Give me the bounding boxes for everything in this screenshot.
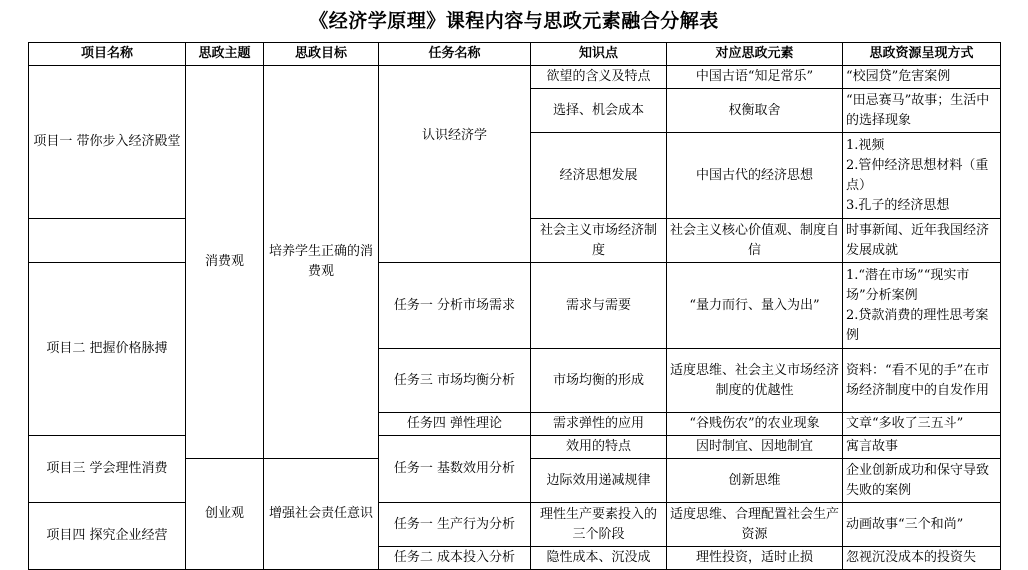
element-cell: 适度思维、合理配置社会生产资源 xyxy=(667,503,843,547)
resource-line: 文章“多收了三五斗” xyxy=(846,416,964,431)
header-cell: 思政目标 xyxy=(264,43,379,66)
header-cell: 任务名称 xyxy=(379,43,531,66)
resource-cell xyxy=(843,263,1001,349)
page-title: 《经济学原理》课程内容与思政元素融合分解表 xyxy=(309,10,719,32)
resource-cell xyxy=(843,436,1001,459)
knowledge-cell: 经济思想发展 xyxy=(531,133,667,219)
resource-cell xyxy=(843,133,1001,219)
resource-cell xyxy=(843,66,1001,89)
knowledge-cell: 市场均衡的形成 xyxy=(531,349,667,413)
resource-cell xyxy=(843,349,1001,413)
header-cell: 思政资源呈现方式 xyxy=(843,43,1001,66)
element-cell: 权衡取舍 xyxy=(667,89,843,133)
table-row xyxy=(29,66,1001,89)
table-row xyxy=(29,263,1001,349)
task-cell: 任务一 生产行为分析 xyxy=(379,503,531,547)
resource-cell xyxy=(843,547,1001,570)
element-cell: 适度思维、社会主义市场经济制度的优越性 xyxy=(667,349,843,413)
resource-line: 1.视频 xyxy=(846,137,885,153)
header-cell: 对应思政元素 xyxy=(667,43,843,66)
element-cell: 中国古代的经济思想 xyxy=(667,133,843,219)
header-cell: 知识点 xyxy=(531,43,667,66)
element-cell: 创新思维 xyxy=(667,459,843,503)
project-cell: 项目四 探究企业经营 xyxy=(29,503,186,570)
table-row xyxy=(29,503,1001,547)
theme-cell: 消费观 xyxy=(186,66,264,459)
project-cell: 项目三 学会理性消费 xyxy=(29,436,186,503)
task-cell: 任务三 市场均衡分析 xyxy=(379,349,531,413)
header-cell: 项目名称 xyxy=(29,43,186,66)
resource-line: “校园贷”危害案例 xyxy=(846,69,951,84)
knowledge-cell: 欲望的含义及特点 xyxy=(531,66,667,89)
resource-line: 寓言故事 xyxy=(846,439,899,454)
project-cell: 项目二 把握价格脉搏 xyxy=(29,263,186,436)
header-row xyxy=(29,43,1001,66)
resource-line: 时事新闻、近年我国经济发展成就 xyxy=(846,222,990,258)
goal-cell: 增强社会责任意识 xyxy=(264,459,379,570)
element-cell: 理性投资，适时止损 xyxy=(667,547,843,570)
element-cell: “量力而行、量入为出” xyxy=(667,263,843,349)
knowledge-cell: 需求与需要 xyxy=(531,263,667,349)
resource-line: 3.孔子的经济思想 xyxy=(846,197,950,213)
resource-line: 2.管仲经济思想材料（重点） xyxy=(846,157,989,193)
knowledge-cell: 边际效用递减规律 xyxy=(531,459,667,503)
table-row xyxy=(29,436,1001,459)
task-label: 认识经济学 xyxy=(421,128,487,143)
resource-line: 资料：“看不见的手”在市场经济制度中的自发作用 xyxy=(846,362,990,398)
task-cell: 任务一 分析市场需求 xyxy=(379,263,531,349)
resource-cell xyxy=(843,503,1001,547)
resource-line: 1.“潜在市场”“现实市场”分析案例 xyxy=(846,267,970,303)
knowledge-cell: 隐性成本、沉没成 xyxy=(531,547,667,570)
theme-cell: 创业观 xyxy=(186,459,264,570)
header-cell: 思政主题 xyxy=(186,43,264,66)
element-cell: 社会主义核心价值观、制度自信 xyxy=(667,219,843,263)
resource-cell xyxy=(843,89,1001,133)
task-cell xyxy=(379,66,531,263)
project-cell-empty xyxy=(29,219,186,263)
fusion-table xyxy=(28,42,1001,570)
knowledge-cell: 需求弹性的应用 xyxy=(531,413,667,436)
element-cell: “谷贱伤农”的农业现象 xyxy=(667,413,843,436)
knowledge-cell: 理性生产要素投入的三个阶段 xyxy=(531,503,667,547)
element-cell: 中国古语“知足常乐” xyxy=(667,66,843,89)
resource-line: 企业创新成功和保守导致失败的案例 xyxy=(846,462,990,498)
resource-line: 2.贷款消费的理性思考案例 xyxy=(846,307,989,343)
goal-cell: 培养学生正确的消费观 xyxy=(264,66,379,459)
resource-line: “田忌赛马”故事；生活中的选择现象 xyxy=(846,92,990,128)
resource-cell xyxy=(843,219,1001,263)
element-cell: 因时制宜、因地制宜 xyxy=(667,436,843,459)
resource-line: 忽视沉没成本的投资失 xyxy=(846,550,977,565)
knowledge-cell: 社会主义市场经济制度 xyxy=(531,219,667,263)
knowledge-cell: 选择、机会成本 xyxy=(531,89,667,133)
task-cell: 任务一 基数效用分析 xyxy=(379,436,531,503)
task-cell: 任务四 弹性理论 xyxy=(379,413,531,436)
resource-cell xyxy=(843,413,1001,436)
project-cell: 项目一 带你步入经济殿堂 xyxy=(29,66,186,219)
resource-line: 动画故事“三个和尚” xyxy=(846,516,964,532)
resource-cell xyxy=(843,459,1001,503)
knowledge-cell: 效用的特点 xyxy=(531,436,667,459)
task-cell: 任务二 成本投入分析 xyxy=(379,547,531,570)
